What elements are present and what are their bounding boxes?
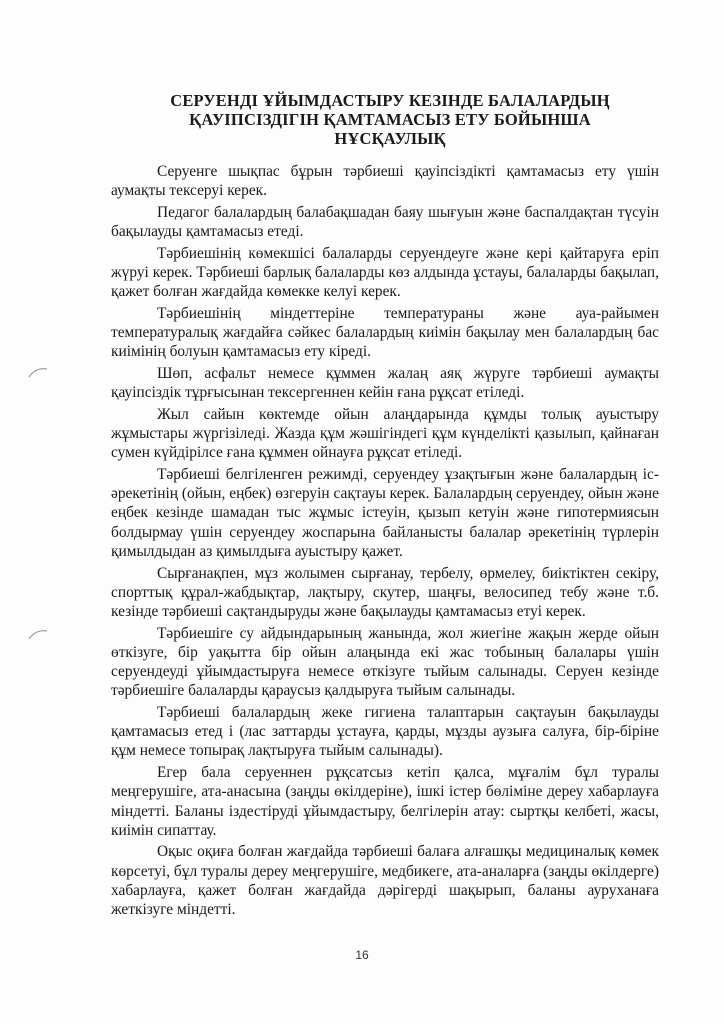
paragraph: Тәрбиешіге су айдындарының жанында, жол жиегіне жақын жерде ойын өткізуге, бір уақытта бір ойын алаңында екі жас тобының балалары үшін серуендеуді ұйымдастыруға немесе өткізуге тыйым салынады. Серуен кезінде тәрбиешіге балаларды қараусыз қалдыруға тыйым салынады. <box>111 624 659 700</box>
paragraph: Шөп, асфальт немесе құммен жалаң аяқ жүруге тәрбиеші аумақты қауіпсіздік тұрғысынан тексергеннен кейін ғана рұқсат етіледі. <box>111 365 659 402</box>
paragraph: Оқыс оқиға болған жағдайда тәрбиеші балаға алғашқы медициналық көмек көрсетуі, бұл туралы дереу меңгерушіге, медбикеге, ата-аналарға (заңды өкілдерге) хабарлауға, қажет болған жағдайда дәрігерді шақырып, баланы ауруханаға жеткізуге міндетті. <box>111 843 659 919</box>
paragraph: Сырғанақпен, мұз жолымен сырғанау, тербелу, өрмелеу, биіктіктен секіру, спорттық құрал-жабдықтар, лақтыру, скутер, шаңғы, велосипед тебу және т.б. кезінде тәрбиеші сақтандыруды және бақылауды қамтамасыз етуі керек. <box>111 564 659 620</box>
paragraph: Тәрбиешінің міндеттеріне температураны және ауа-райымен температуралық жағдайға сәйкес балалардың киімін бақылау мен балалардың бас киімінің болуын қамтамасыз ету кіреді. <box>111 304 659 361</box>
title-line: ҚАУІПСІЗДІГІН ҚАМТАМАСЫЗ ЕТУ БОЙЫНША <box>189 110 591 129</box>
paragraph: Педагог балалардың балабақшадан баяу шығуын және баспалдақтан түсуін бақылауды қамтамасыз етеді. <box>111 203 659 241</box>
paragraph: Егер бала серуеннен рұқсатсыз кетіп қалса, мұғалім бұл туралы меңгерушіге, ата-анасына (заңды өкілдеріне), ішкі істер бөліміне дереу хабарлауға міндетті. Баланы іздестіруді ұйымдастыру, белгілерін атау: сыртқы келбеті, жасы, киімін сипаттау. <box>111 764 659 839</box>
document-body <box>111 162 659 922</box>
paragraph: Серуенге шықпас бұрын тәрбиеші қауіпсіздікті қамтамасыз ету үшін аумақты тексеруі керек. <box>111 163 659 200</box>
document-title <box>150 91 630 148</box>
punch-hole-mark-icon <box>28 366 48 378</box>
paragraph: Тәрбиеші балалардың жеке гигиена талаптарын сақтауын бақылауды қамтамасыз етед і (лас заттарды ұстауға, қарды, мұзды аузыға салуға, бір-біріне құм немесе топырақ лақтыруға тыйым салынады). <box>111 703 659 760</box>
title-line: НҰСҚАУЛЫҚ <box>334 129 446 148</box>
punch-hole-mark-icon <box>28 628 48 640</box>
paragraph: Жыл сайын көктемде ойын алаңдарында құмды толық ауыстыру жұмыстары жүргізіледі. Жазда құм жәшігіндегі құм күнделікті қазылып, қайнаған сумен күйдірілсе ғана құммен ойнауға рұқсат етіледі. <box>111 405 659 462</box>
paragraph: Тәрбиешінің көмекшісі балаларды серуендеуге және кері қайтаруға еріп жүруі керек. Тәрбиеші барлық балаларды көз алдында ұстауы, балаларды бақылап, қажет болған жағдайда көмекке келуі керек. <box>111 244 659 301</box>
page-number: 16 <box>355 948 369 962</box>
title-line: СЕРУЕНДІ ҰЙЫМДАСТЫРУ КЕЗІНДЕ БАЛАЛАРДЫҢ <box>170 91 610 110</box>
paragraph: Тәрбиеші белгіленген режимді, серуендеу ұзақтығын және балалардың іс-әрекетінің (ойын, еңбек) өзгеруін сақтауы керек. Балалардың серуендеу, ойын және еңбек кезінде шамадан тыс жұмыс істеуін, қызып кетуін және гипотермиясын болдырмау үшін серуендеу жоспарына байланысты балалар әрекетінің түрлерін қимылдыдан аз қимылдыға ауыстыру қажет. <box>111 466 659 560</box>
